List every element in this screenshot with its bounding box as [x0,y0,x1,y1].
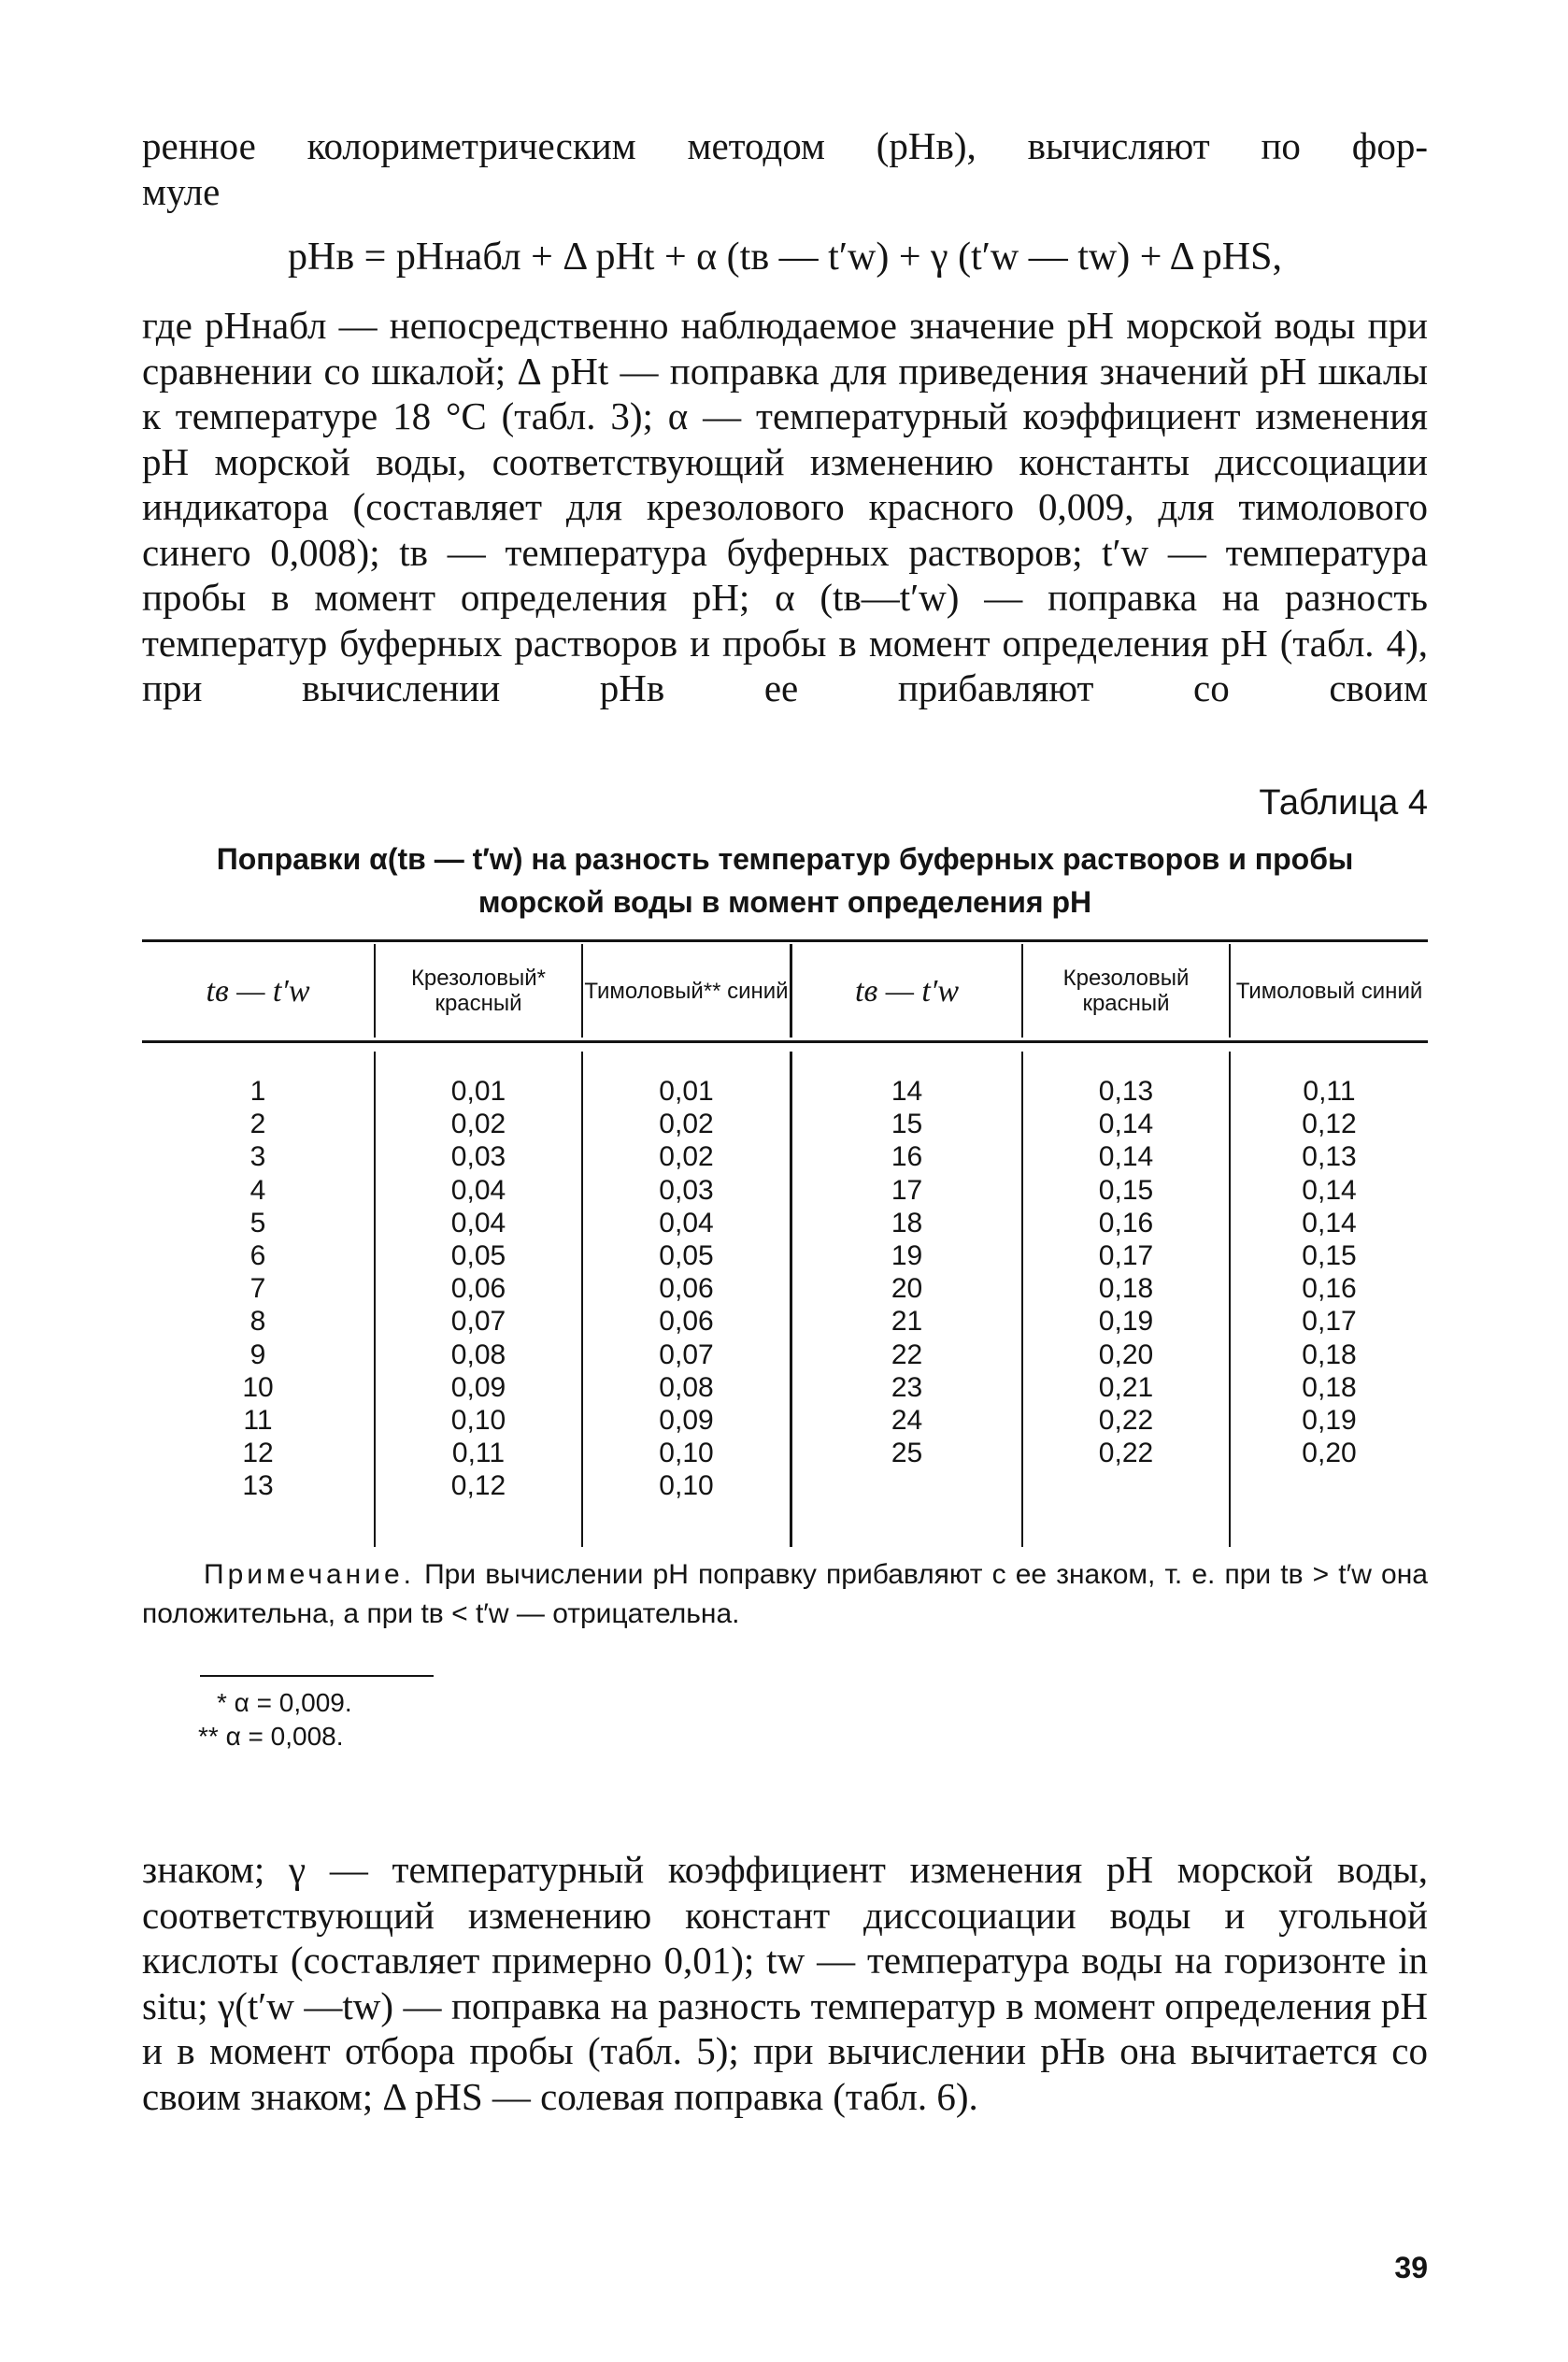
paragraph-top-line2: муле [142,169,221,213]
table-header-rule [142,1040,1428,1043]
table-caption-line2: морской воды в момент определения pH [478,885,1092,919]
footnote-rule [200,1675,434,1677]
header-cresol-red: Крезоловый* красный [410,966,547,1016]
paragraph-bottom-text: знаком; γ — температурный коэффициент изменения pH морской воды, соответствующий изменению констант диссоциации воды и угольной кислоты (составляет примерно 0,01); tw — температура воды на горизонте in situ; γ(t′w —tw) — поправка на разность температур в момент определения pH и в момент отбора пробы (табл. 5); при вычислении pHв она вычитается со своим знаком; Δ pHS — солевая поправка (табл. 6). [142,1848,1428,2118]
note-text: При вычислении pH поправку прибавляют с ее знаком, т. е. при tв > t′w она положительна, а при tв < t′w — отрицательна. [142,1559,1428,1629]
page-number: 39 [1394,2251,1428,2284]
paragraph-where [142,303,1428,711]
column-cresol-1: 0,01 0,02 0,03 0,04 0,04 0,05 0,06 0,07 0,08 0,09 0,10 0,11 0,12 [450,1076,506,1502]
column-thymol-2: 0,11 0,12 0,13 0,14 0,14 0,15 0,16 0,17 0,18 0,18 0,19 0,20 [1302,1076,1357,1469]
table-note [142,1555,1428,1634]
column-temp-diff-1: 1 2 3 4 5 6 7 8 9 10 11 12 13 [242,1076,274,1502]
table-caption-line1: Поправки α(tв — t′w) на разность температур буферных растворов и пробы [216,842,1354,876]
paragraph-top-line1: ренное колориметрическим методом (pHв), вычисляют по фор- [142,124,1428,167]
footnotes [198,1686,352,1754]
header-temp-diff: tв — t′w [206,973,310,1009]
paragraph-bottom [142,1847,1428,2119]
paragraph-top [142,123,1428,214]
footnote-1: * α = 0,009. [217,1688,352,1717]
table-label: Таблица 4 [1259,783,1428,823]
footnote-2: ** α = 0,008. [198,1722,344,1751]
note-label: Примечание. [204,1559,415,1590]
column-cresol-2: 0,13 0,14 0,14 0,15 0,16 0,17 0,18 0,19 0,20 0,21 0,22 0,22 [1098,1076,1154,1469]
header-thymol-blue-2: Тимоловый синий [1235,978,1423,1004]
paragraph-where-text: где pHнабл — непосредственно наблюдаемое значение pH морской воды при сравнении со шкалой; Δ pHt — поправка для приведения значений pH шкалы к температуре 18 °С (табл. 3); α — температурный коэффициент изменения pH морской воды, соответствующий изменению константы диссоциации индикатора (составляет для крезолового красного 0,009, для тимолового синего 0,008); tв — температура буферных растворов; t′w — температура пробы в момент определения pH; α (tв—t′w) — поправка на разность температур буферных растворов и пробы в момент определения pH (табл. 4), при вычислении pHв ее прибавляют со своим [142,304,1428,709]
header-thymol-blue: Тимоловый** синий [584,978,789,1004]
formula: pHв = pHнабл + Δ pHt + α (tв — t′w) + γ (t′w — tw) + Δ pHS, [288,236,1282,279]
header-temp-diff-2: tв — t′w [855,973,959,1009]
table-caption [142,837,1428,923]
header-cresol-red-2: Крезоловый красный [1062,966,1190,1016]
column-temp-diff-2: 14 15 16 17 18 19 20 21 22 23 24 25 [891,1076,923,1469]
column-thymol-1: 0,01 0,02 0,02 0,03 0,04 0,05 0,06 0,06 0,07 0,08 0,09 0,10 0,10 [659,1076,714,1502]
table-top-rule [142,939,1428,942]
